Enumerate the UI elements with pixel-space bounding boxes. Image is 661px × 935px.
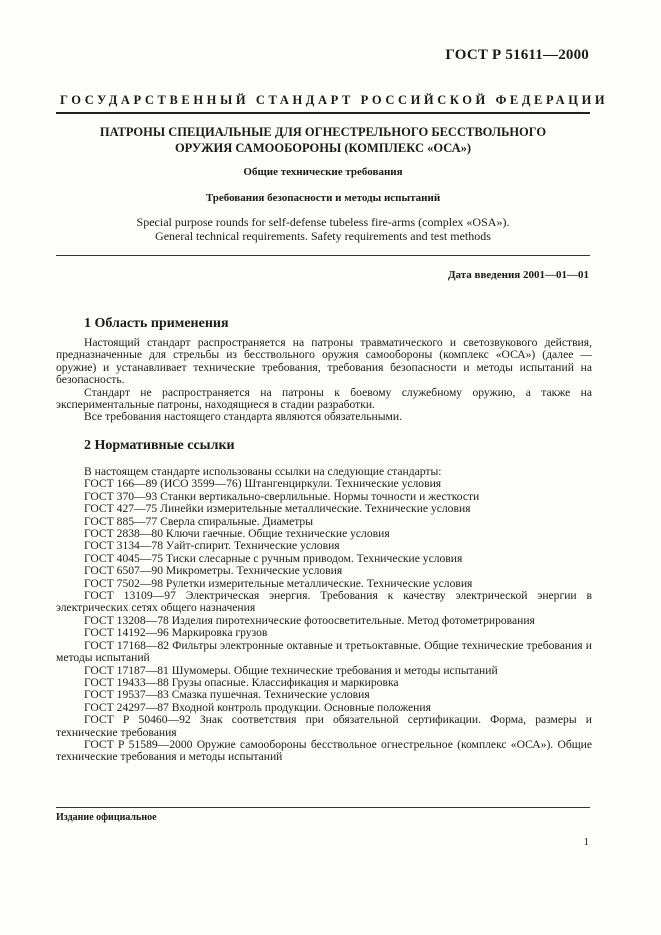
section-1-paragraph: Стандарт не распространяется на патроны к боевому служебному оружию, а также на экспериментальные патроны, находящиеся в стадии разработки.	[56, 385, 592, 412]
reference-item: ГОСТ Р 51589—2000 Оружие самообороны бесствольное огнестрельное (комплекс «ОСА»). Общие технические требования и методы испытаний	[56, 737, 592, 764]
reference-item: ГОСТ 4045—75 Тиски слесарные с ручным приводом. Технические условия	[84, 551, 463, 565]
reference-item: ГОСТ 13208—78 Изделия пиротехнические фотоосветительные. Метод фотометрирования	[84, 613, 535, 627]
reference-item: ГОСТ 19433—88 Грузы опасные. Классификация и маркировка	[84, 675, 399, 689]
reference-item: ГОСТ 19537—83 Смазка пушечная. Технические условия	[84, 688, 370, 702]
reference-item: ГОСТ 14192—96 Маркировка грузов	[84, 626, 268, 640]
section-2-heading: 2 Нормативные ссылки	[84, 438, 235, 453]
section-1-heading: 1 Область применения	[84, 316, 229, 331]
reference-item: ГОСТ 166—89 (ИСО 3599—76) Штангенциркули. Технические условия	[84, 477, 442, 491]
reference-item: ГОСТ 3134—78 Уайт-спирит. Технические условия	[84, 539, 340, 553]
reference-item: ГОСТ 17187—81 Шумомеры. Общие технические требования и методы испытаний	[84, 663, 498, 677]
footer-rule	[56, 807, 590, 808]
reference-item: ГОСТ 24297—87 Входной контроль продукции. Основные положения	[84, 700, 431, 714]
official-edition-label: Издание официальное	[56, 812, 157, 823]
references-list	[56, 466, 592, 764]
document-title	[60, 124, 586, 156]
state-standard-heading: ГОСУДАРСТВЕННЫЙ СТАНДАРТ РОССИЙСКОЙ ФЕДЕРАЦИИ	[60, 93, 609, 107]
title-line-2: ОРУЖИЯ САМООБОРОНЫ (КОМПЛЕКС «ОСА»)	[174, 141, 472, 155]
header-rule	[56, 112, 590, 114]
reference-item: ГОСТ 370—93 Станки вертикально-сверлильные. Нормы точности и жесткости	[84, 489, 480, 503]
reference-item: ГОСТ 7502—98 Рулетки измерительные металлические. Технические условия	[84, 576, 473, 590]
subtitle-safety-requirements: Требования безопасности и методы испытаний	[205, 192, 441, 204]
reference-item: ГОСТ 427—75 Линейки измерительные металлические. Технические условия	[84, 502, 471, 516]
introduction-date: Дата введения 2001—01—01	[447, 269, 589, 281]
section-1-paragraph: Настоящий стандарт распространяется на патроны травматического и светозвукового действия, предназначенные для стрельбы из бесствольного оружия самообороны (комплекс «ОСА») (далее — оружие) и устанавливает технические требования, требования безопасности и методы испытаний на безопасность.	[56, 336, 592, 387]
reference-item: ГОСТ 885—77 Сверла спиральные. Диаметры	[84, 514, 314, 528]
title-rule	[56, 255, 590, 256]
reference-item: ГОСТ 13109—97 Электрическая энергия. Требования к качеству электрической энергии в электрических сетях общего назначения	[56, 589, 592, 615]
english-title-line-1: Special purpose rounds for self-defense tubeless fire-arms (complex «OSA»).	[136, 215, 510, 229]
section-1-body	[56, 337, 592, 424]
reference-item: ГОСТ 2838—80 Ключи гаечные. Общие технические условия	[84, 527, 390, 541]
title-line-1: ПАТРОНЫ СПЕЦИАЛЬНЫЕ ДЛЯ ОГНЕСТРЕЛЬНОГО БЕССТВОЛЬНОГО	[99, 125, 547, 139]
english-title-line-2: General technical requirements. Safety requirements and test methods	[155, 229, 491, 243]
english-title	[60, 215, 586, 243]
reference-item: ГОСТ 6507—90 Микрометры. Технические условия	[84, 564, 343, 578]
reference-item: ГОСТ Р 50460—92 Знак соответствия при обязательной сертификации. Форма, размеры и технические требования	[56, 713, 592, 739]
references-intro: В настоящем стандарте использованы ссылки на следующие стандарты:	[84, 465, 442, 478]
document-number: ГОСТ Р 51611—2000	[445, 47, 589, 63]
subtitle-general-requirements: Общие технические требования	[243, 166, 403, 178]
reference-item: ГОСТ 17168—82 Фильтры электронные октавные и третьоктавные. Общие технические требования и методы испытаний	[56, 638, 592, 665]
page-number: 1	[583, 836, 589, 848]
section-1-paragraph: Все требования настоящего стандарта являются обязательными.	[84, 410, 402, 424]
